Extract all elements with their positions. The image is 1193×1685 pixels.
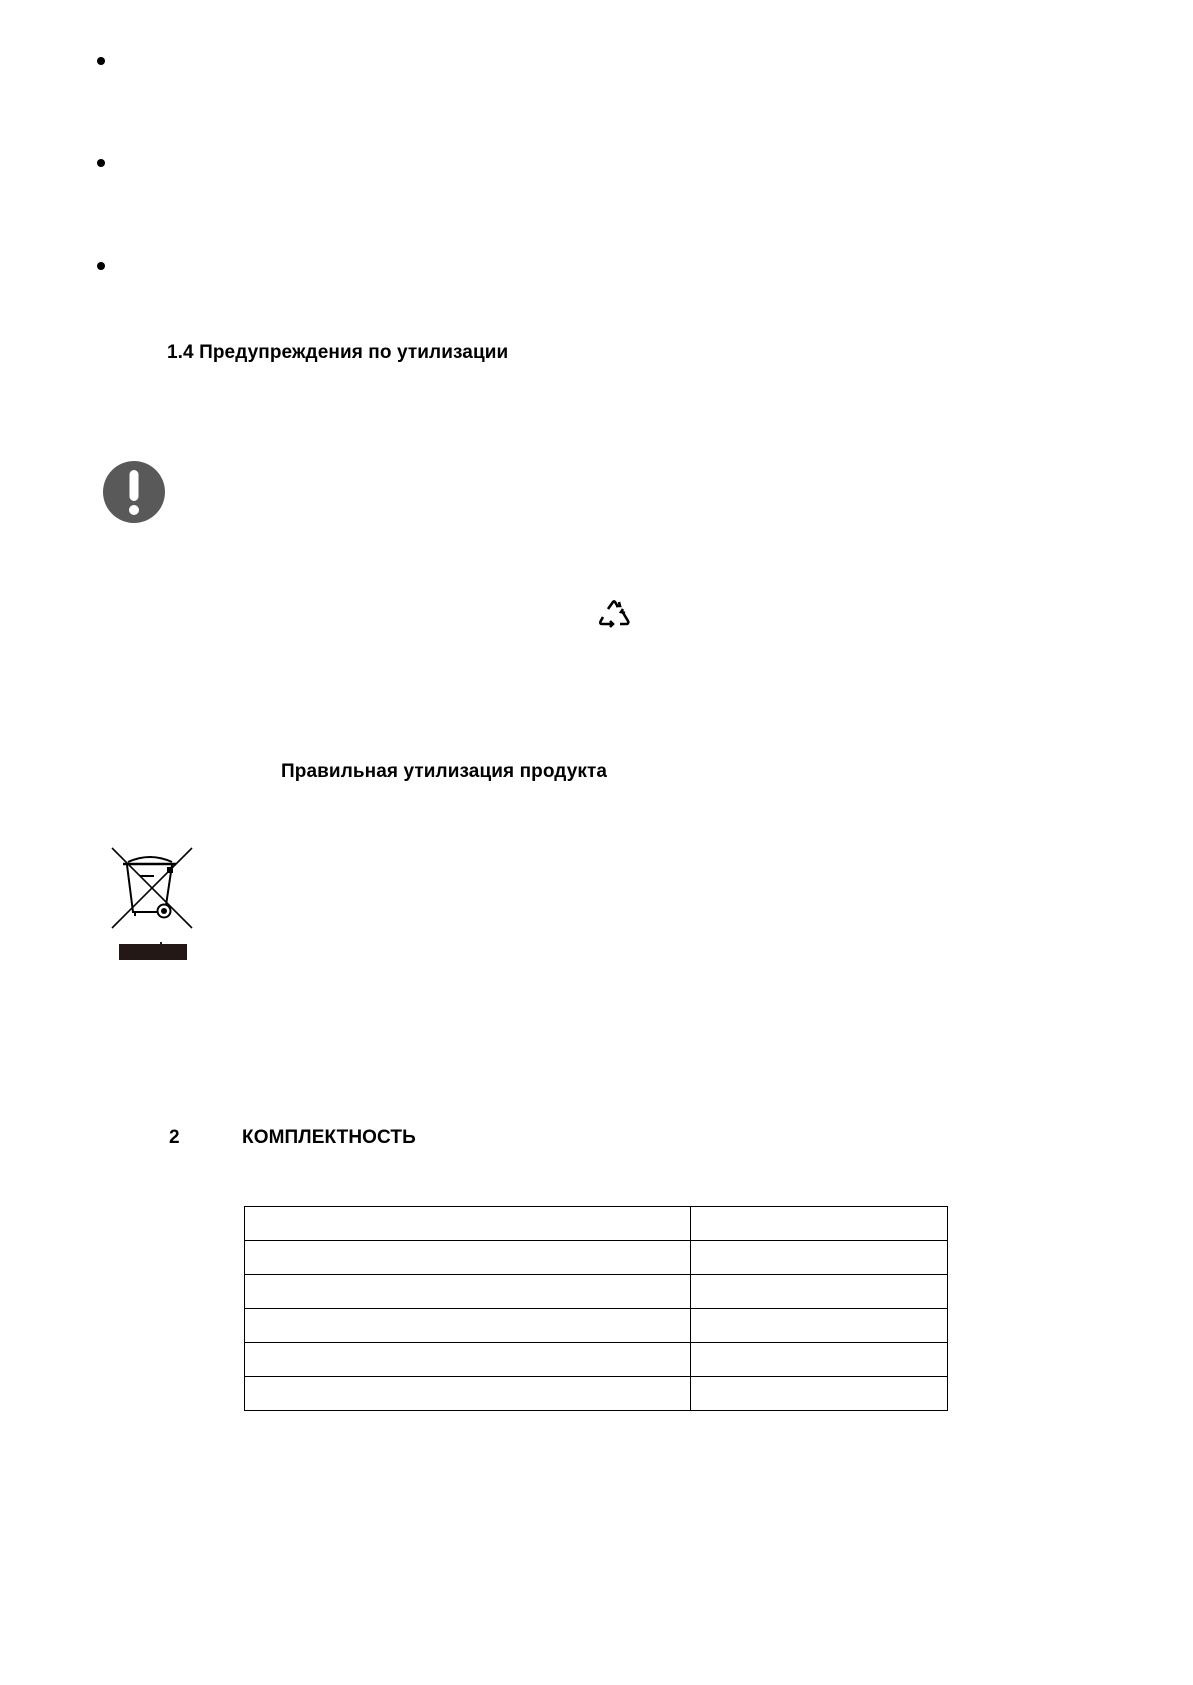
table-row (245, 1241, 948, 1275)
table-cell-quantity (691, 1309, 948, 1343)
table-cell-item (245, 1377, 691, 1411)
table-row (245, 1377, 948, 1411)
section-heading-kit-contents: КОМПЛЕКТНОСТЬ (242, 1127, 416, 1148)
section-heading-proper-disposal: Правильная утилизация продукта (281, 761, 608, 782)
table-cell-quantity (691, 1241, 948, 1275)
table-cell-quantity (691, 1377, 948, 1411)
table-cell-item (245, 1275, 691, 1309)
bullet-point-1 (97, 57, 105, 65)
table-row (245, 1275, 948, 1309)
table-cell-quantity (691, 1275, 948, 1309)
section-heading-disposal-warnings: 1.4 Предупреждения по утилизации (167, 342, 509, 363)
table-cell-item (245, 1241, 691, 1275)
table-cell-item (245, 1207, 691, 1241)
table-cell-item (245, 1309, 691, 1343)
table-cell-item (245, 1343, 691, 1377)
exclamation-circle-icon (102, 460, 166, 524)
table-row (245, 1309, 948, 1343)
table-cell-quantity (691, 1343, 948, 1377)
table-row (245, 1343, 948, 1377)
bullet-point-3 (97, 262, 105, 270)
section-number: 2 (169, 1127, 180, 1148)
crossed-out-wheelie-bin-icon (110, 846, 196, 962)
table-cell-quantity (691, 1207, 948, 1241)
recycle-icon (597, 599, 631, 631)
table-row (245, 1207, 948, 1241)
bullet-point-2 (97, 159, 105, 167)
kit-contents-table (244, 1206, 948, 1411)
